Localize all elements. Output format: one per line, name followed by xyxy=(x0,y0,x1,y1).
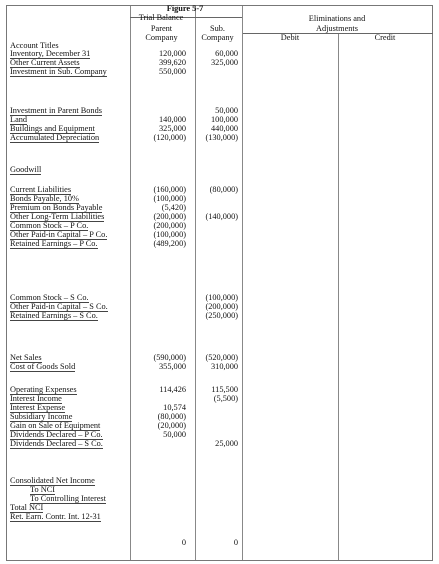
account-title: Bonds Payable, 10% xyxy=(10,194,79,203)
adjustments-heading: Adjustments xyxy=(316,24,358,33)
account-title: Land xyxy=(10,115,28,124)
sub-heading-2: Company xyxy=(201,33,234,42)
sub-company-amount: 25,000 xyxy=(215,439,238,448)
account-titles-heading: Account Titles xyxy=(10,41,59,50)
sub-company-amount: (140,000) xyxy=(205,212,238,221)
sub-company-amount: 60,000 xyxy=(215,49,238,58)
parent-company-amount: (590,000) xyxy=(153,353,186,362)
account-title: Retained Earnings – S Co. xyxy=(10,311,98,320)
parent-company-amount: (5,420) xyxy=(161,203,186,212)
sub-company-amount: (520,000) xyxy=(205,353,238,362)
parent-company-amount: (120,000) xyxy=(153,133,186,142)
account-title: Other Paid-in Capital – P Co. xyxy=(10,230,108,239)
col-divider-elim xyxy=(242,6,243,560)
sub-company-amount: 310,000 xyxy=(211,362,238,371)
account-title: Common Stock – P Co. xyxy=(10,221,89,230)
account-title: Investment in Sub. Company xyxy=(10,67,107,76)
account-title: Operating Expenses xyxy=(10,385,77,394)
account-title: Gain on Sale of Equipment xyxy=(10,421,101,430)
sub-company-amount: (80,000) xyxy=(209,185,238,194)
figure-title: Figure 5-7 xyxy=(166,4,204,13)
sub-heading-1: Sub. xyxy=(210,24,225,33)
account-title: Consolidated Net Income xyxy=(10,476,95,485)
account-title: Investment in Parent Bonds xyxy=(10,106,102,115)
parent-company-amount: 550,000 xyxy=(159,67,186,76)
account-title: Subsidiary Income xyxy=(10,412,73,421)
account-title: Common Stock – S Co. xyxy=(10,293,89,302)
account-title: Accumulated Depreciation xyxy=(10,133,100,142)
account-title: Interest Expense xyxy=(10,403,66,412)
credit-heading: Credit xyxy=(374,33,396,42)
parent-company-amount: 399,620 xyxy=(159,58,186,67)
sub-company-amount: 50,000 xyxy=(215,106,238,115)
account-title: Net Sales xyxy=(10,353,42,362)
account-title: Total NCI xyxy=(10,503,44,512)
parent-company-amount: (20,000) xyxy=(157,421,186,430)
sub-company-amount: (250,000) xyxy=(205,311,238,320)
account-title: Dividends Declared – S Co. xyxy=(10,439,103,448)
debit-heading: Debit xyxy=(280,33,300,42)
account-title: Goodwill xyxy=(10,165,42,174)
parent-company-amount: 325,000 xyxy=(159,124,186,133)
account-title: Other Current Assets xyxy=(10,58,80,67)
parent-company-amount: 114,426 xyxy=(159,385,186,394)
col-divider-sub xyxy=(195,6,196,560)
parent-heading-2: Company xyxy=(145,33,178,42)
parent-company-amount: (200,000) xyxy=(153,221,186,230)
sub-company-amount: (200,000) xyxy=(205,302,238,311)
account-title: Cost of Goods Sold xyxy=(10,362,76,371)
parent-company-amount: (200,000) xyxy=(153,212,186,221)
parent-company-amount: (100,000) xyxy=(153,230,186,239)
sub-company-amount: (5,500) xyxy=(213,394,238,403)
parent-company-amount: (160,000) xyxy=(153,185,186,194)
account-title: To Controlling Interest xyxy=(30,494,106,503)
parent-company-amount: 355,000 xyxy=(159,362,186,371)
sub-company-amount: 100,000 xyxy=(211,115,238,124)
sub-company-amount: 115,500 xyxy=(211,385,238,394)
parent-company-amount: (489,200) xyxy=(153,239,186,248)
col-divider-parent xyxy=(130,6,131,560)
account-title: Dividends Declared – P Co. xyxy=(10,430,103,439)
sub-company-amount: (100,000) xyxy=(205,293,238,302)
sub-company-amount: 325,000 xyxy=(211,58,238,67)
parent-company-amount: 140,000 xyxy=(159,115,186,124)
trial-balance-heading: Trial Balance xyxy=(138,13,184,22)
account-title: To NCI xyxy=(30,485,55,494)
parent-company-amount: 0 xyxy=(181,538,186,547)
parent-company-amount: 50,000 xyxy=(163,430,186,439)
parent-company-amount: 10,574 xyxy=(163,403,186,412)
account-title: Interest Income xyxy=(10,394,62,403)
account-title: Current Liabilities xyxy=(10,185,72,194)
parent-heading-1: Parent xyxy=(150,24,173,33)
parent-company-amount: 120,000 xyxy=(159,49,186,58)
account-title: Premium on Bonds Payable xyxy=(10,203,103,212)
account-title: Retained Earnings – P Co. xyxy=(10,239,98,248)
account-title: Other Paid-in Capital – S Co. xyxy=(10,302,108,311)
parent-company-amount: (80,000) xyxy=(157,412,186,421)
sub-company-amount: 440,000 xyxy=(211,124,238,133)
parent-company-amount: (100,000) xyxy=(153,194,186,203)
sub-company-amount: 0 xyxy=(233,538,238,547)
account-title: Ret. Earn. Contr. Int. 12-31 xyxy=(10,512,101,521)
eliminations-heading: Eliminations and xyxy=(308,14,366,23)
account-title: Buildings and Equipment xyxy=(10,124,95,133)
account-title: Other Long-Term Liabilities xyxy=(10,212,105,221)
sub-company-amount: (130,000) xyxy=(205,133,238,142)
col-divider-debit-credit xyxy=(338,33,339,560)
account-title: Inventory, December 31 xyxy=(10,49,91,58)
